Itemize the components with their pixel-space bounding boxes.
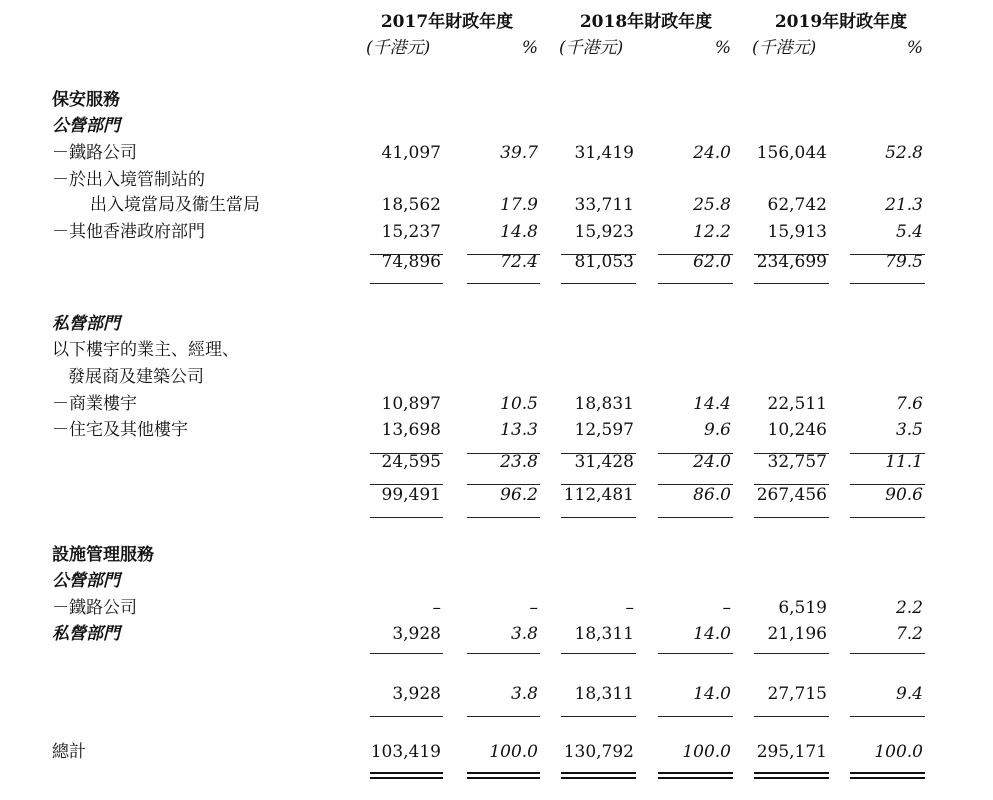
subtotal-rule <box>658 283 733 284</box>
total-double-rule <box>561 772 636 779</box>
cell-amount: 62,742 <box>767 195 827 215</box>
cell-percent: 13.3 <box>500 420 538 440</box>
total-double-rule <box>467 772 540 779</box>
column-header-unit: (千港元) <box>752 38 817 58</box>
cell-percent: 2.2 <box>895 598 923 618</box>
cell-amount: 21,196 <box>767 624 827 644</box>
cell-percent: 7.6 <box>895 394 923 414</box>
cell-amount: 27,715 <box>767 684 827 704</box>
cell-amount: 6,519 <box>778 598 827 618</box>
cell-percent: 24.0 <box>693 452 731 472</box>
cell-amount: 3,928 <box>392 624 441 644</box>
cell-percent: 3.8 <box>510 624 538 644</box>
row-label: 以下樓宇的業主、經理、 <box>52 340 239 360</box>
row-label: －於出入境管制站的 <box>52 170 205 190</box>
cell-amount: 18,311 <box>574 624 634 644</box>
cell-percent: 25.8 <box>693 195 731 215</box>
subtotal-rule <box>467 484 540 485</box>
row-label: 私營部門 <box>52 624 120 644</box>
subtotal-rule <box>370 653 443 654</box>
row-label: 出入境當局及衞生當局 <box>90 195 260 215</box>
row-label: 發展商及建築公司 <box>68 367 204 387</box>
row-label: 公營部門 <box>52 116 120 136</box>
cell-amount: 10,246 <box>767 420 827 440</box>
subtotal-rule <box>561 283 636 284</box>
cell-percent: 72.4 <box>500 252 538 272</box>
row-label: －其他香港政府部門 <box>52 222 205 242</box>
cell-percent: 14.8 <box>500 222 538 242</box>
total-double-rule <box>370 772 443 779</box>
cell-percent: 100.0 <box>874 742 923 762</box>
row-label: －鐵路公司 <box>52 598 137 618</box>
subtotal-rule <box>467 283 540 284</box>
cell-amount: 32,757 <box>767 452 827 472</box>
cell-amount: 33,711 <box>574 195 634 215</box>
cell-amount: 22,511 <box>767 394 827 414</box>
cell-amount: 10,897 <box>381 394 441 414</box>
cell-percent: 5.4 <box>895 222 923 242</box>
subtotal-rule <box>370 716 443 717</box>
subtotal-rule <box>754 453 829 454</box>
cell-percent: 100.0 <box>489 742 538 762</box>
row-label: 私營部門 <box>52 314 120 334</box>
cell-percent: 79.5 <box>885 252 923 272</box>
row-label: 保安服務 <box>52 90 120 110</box>
subtotal-rule <box>850 254 925 255</box>
cell-percent: 62.0 <box>693 252 731 272</box>
cell-amount: 15,913 <box>767 222 827 242</box>
column-header-year: 2018年財政年度 <box>579 12 713 32</box>
cell-percent: 3.5 <box>895 420 923 440</box>
cell-amount: 3,928 <box>392 684 441 704</box>
total-double-rule <box>754 772 829 779</box>
cell-amount: 81,053 <box>574 252 634 272</box>
subtotal-rule <box>561 716 636 717</box>
column-header-year: 2019年財政年度 <box>774 12 908 32</box>
row-label: 總計 <box>52 742 86 762</box>
total-double-rule <box>850 772 925 779</box>
cell-percent: 12.2 <box>693 222 731 242</box>
subtotal-rule <box>561 517 636 518</box>
cell-amount: 18,562 <box>381 195 441 215</box>
cell-amount: 156,044 <box>756 143 827 163</box>
cell-amount: 18,831 <box>574 394 634 414</box>
cell-percent: 17.9 <box>500 195 538 215</box>
cell-amount: – <box>432 598 441 618</box>
cell-amount: – <box>625 598 634 618</box>
cell-percent: 9.4 <box>895 684 923 704</box>
cell-amount: 130,792 <box>563 742 634 762</box>
subtotal-rule <box>754 716 829 717</box>
subtotal-rule <box>561 484 636 485</box>
cell-percent: 100.0 <box>682 742 731 762</box>
subtotal-rule <box>850 283 925 284</box>
cell-percent: 14.0 <box>693 684 731 704</box>
cell-percent: 14.4 <box>693 394 731 414</box>
cell-amount: 31,428 <box>574 452 634 472</box>
cell-percent: 7.2 <box>895 624 923 644</box>
column-header-year: 2017年財政年度 <box>380 12 514 32</box>
row-label: 公營部門 <box>52 571 120 591</box>
column-header-unit: (千港元) <box>559 38 624 58</box>
cell-percent: 3.8 <box>510 684 538 704</box>
subtotal-rule <box>754 484 829 485</box>
cell-amount: 234,699 <box>756 252 827 272</box>
subtotal-rule <box>754 653 829 654</box>
cell-percent: 86.0 <box>693 485 731 505</box>
subtotal-rule <box>467 453 540 454</box>
cell-percent: 39.7 <box>500 143 538 163</box>
column-header-unit: (千港元) <box>366 38 431 58</box>
subtotal-rule <box>370 254 443 255</box>
subtotal-rule <box>561 254 636 255</box>
cell-percent: 10.5 <box>500 394 538 414</box>
column-header-percent: % <box>714 38 731 58</box>
cell-amount: 41,097 <box>381 143 441 163</box>
cell-percent: 23.8 <box>500 452 538 472</box>
column-header-percent: % <box>906 38 923 58</box>
subtotal-rule <box>754 254 829 255</box>
column-header-percent: % <box>521 38 538 58</box>
cell-percent: 11.1 <box>885 452 923 472</box>
cell-percent: 24.0 <box>693 143 731 163</box>
cell-amount: 15,923 <box>574 222 634 242</box>
subtotal-rule <box>658 716 733 717</box>
cell-amount: 12,597 <box>574 420 634 440</box>
subtotal-rule <box>467 716 540 717</box>
cell-amount: 99,491 <box>381 485 441 505</box>
subtotal-rule <box>658 517 733 518</box>
subtotal-rule <box>754 283 829 284</box>
cell-percent: 9.6 <box>703 420 731 440</box>
cell-percent: 96.2 <box>500 485 538 505</box>
cell-percent: 14.0 <box>693 624 731 644</box>
cell-percent: – <box>722 598 731 618</box>
cell-amount: 18,311 <box>574 684 634 704</box>
cell-amount: 15,237 <box>381 222 441 242</box>
subtotal-rule <box>658 453 733 454</box>
row-label: －鐵路公司 <box>52 143 137 163</box>
row-label: 設施管理服務 <box>52 545 154 565</box>
subtotal-rule <box>850 716 925 717</box>
cell-percent: 21.3 <box>885 195 923 215</box>
cell-amount: 267,456 <box>756 485 827 505</box>
subtotal-rule <box>754 517 829 518</box>
cell-amount: 24,595 <box>381 452 441 472</box>
subtotal-rule <box>658 254 733 255</box>
cell-percent: 52.8 <box>885 143 923 163</box>
subtotal-rule <box>658 484 733 485</box>
cell-amount: 74,896 <box>381 252 441 272</box>
row-label: －商業樓宇 <box>52 394 137 414</box>
subtotal-rule <box>467 254 540 255</box>
subtotal-rule <box>467 517 540 518</box>
subtotal-rule <box>850 453 925 454</box>
subtotal-rule <box>561 453 636 454</box>
cell-amount: 13,698 <box>381 420 441 440</box>
row-label: －住宅及其他樓宇 <box>52 420 188 440</box>
total-double-rule <box>658 772 733 779</box>
cell-amount: 31,419 <box>574 143 634 163</box>
subtotal-rule <box>561 653 636 654</box>
cell-amount: 295,171 <box>756 742 827 762</box>
subtotal-rule <box>370 283 443 284</box>
cell-amount: 103,419 <box>370 742 441 762</box>
subtotal-rule <box>467 653 540 654</box>
subtotal-rule <box>850 653 925 654</box>
subtotal-rule <box>850 484 925 485</box>
cell-percent: – <box>529 598 538 618</box>
cell-percent: 90.6 <box>885 485 923 505</box>
subtotal-rule <box>370 517 443 518</box>
subtotal-rule <box>850 517 925 518</box>
subtotal-rule <box>370 453 443 454</box>
subtotal-rule <box>370 484 443 485</box>
cell-amount: 112,481 <box>563 485 634 505</box>
subtotal-rule <box>658 653 733 654</box>
